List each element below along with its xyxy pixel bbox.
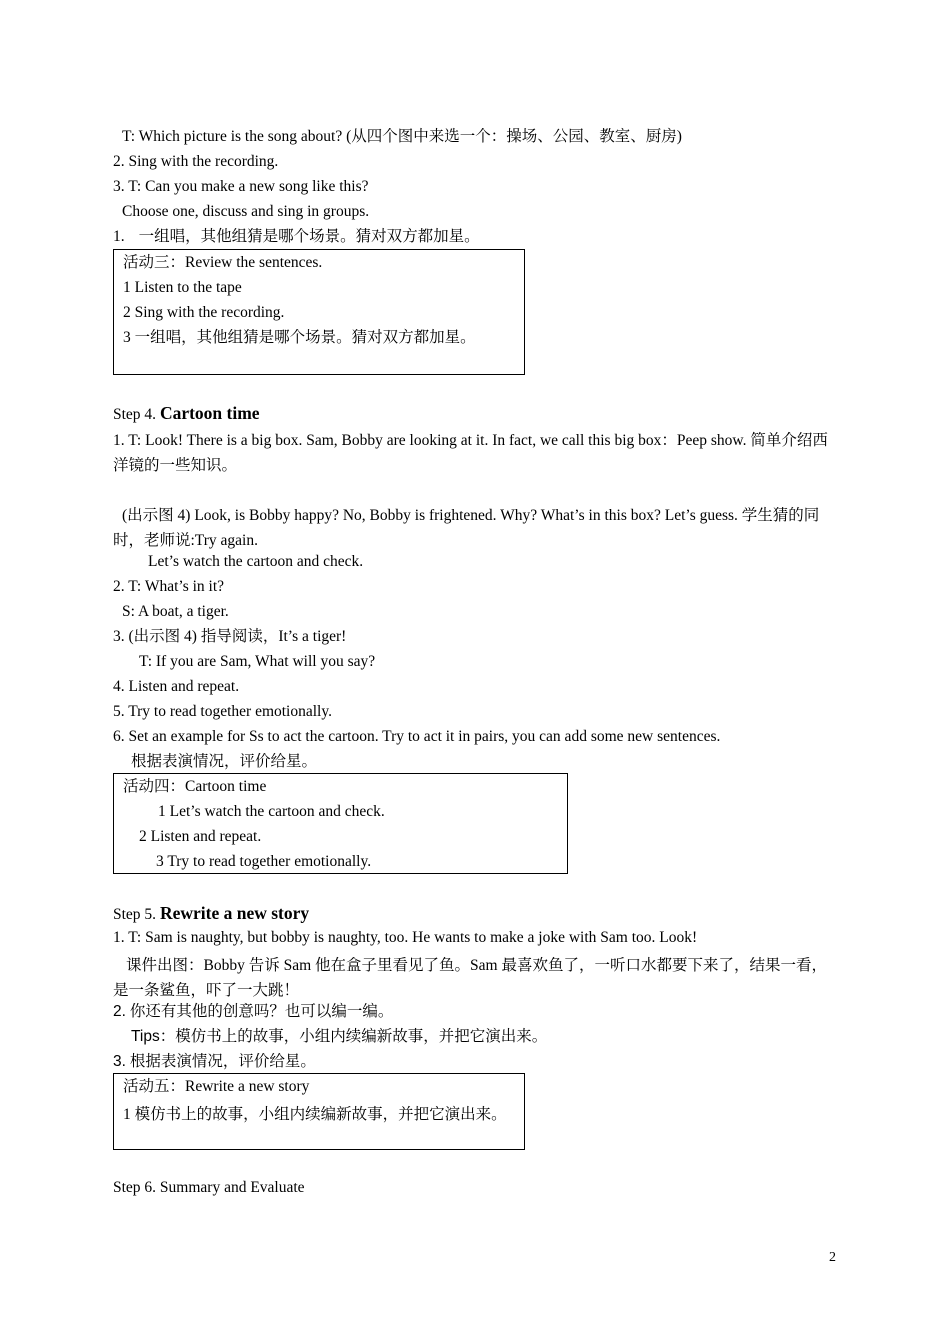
watch-check-line: Let’s watch the cartoon and check. (148, 553, 364, 570)
step-5-heading (113, 903, 309, 925)
activity-4-title: 活动四：Cartoon time (123, 778, 267, 795)
read-emotionally-line: 5. Try to read together emotionally. (113, 703, 332, 720)
step-4-title: Cartoon time (159, 403, 260, 423)
step-5-prefix: Step 5. (113, 906, 157, 923)
activity-5-item: 1 模仿书上的故事，小组内续编新故事，并把它演出来。 (123, 1106, 507, 1123)
act-cartoon-line: 6. Set an example for Ss to act the cartoon. Try to act it in pairs, you can add some new sentences. (113, 728, 721, 745)
song-question: T: Which picture is the song about? (从四个图中来选一个：操场、公园、教室、厨房) (122, 128, 682, 145)
courseware-paragraph: 课件出图：Bobby 告诉 Sam 他在盒子里看见了鱼。Sam 最喜欢鱼了，一听口水都要下来了，结果一看，是一条鲨鱼，吓了一大跳！ (113, 957, 827, 999)
tips-text: ：模仿书上的故事，小组内续编新故事，并把它演出来。 (159, 1028, 548, 1045)
step-4-heading (113, 403, 260, 425)
step-4-prefix: Step 4. (113, 406, 157, 423)
answer-line: S: A boat, a tiger. (122, 603, 229, 620)
guided-reading-line: 3. (出示图 4) 指导阅读，It’s a tiger! (113, 628, 347, 645)
bobby-paragraph: (出示图 4) Look, is Bobby happy? No, Bobby is frightened. Why? What’s in this box? Let’s guess. 学生猜的同时，老师说:Try again. (113, 507, 820, 549)
activity-4-item: 3 Try to read together emotionally. (156, 853, 372, 870)
whats-in-it-line: 2. T: What’s in it? (113, 578, 225, 595)
guess-scene-text: 一组唱，其他组猜是哪个场景。猜对双方都加星。 (138, 228, 480, 245)
tips-label: Tips (131, 1028, 160, 1045)
activity-3-box (113, 249, 525, 375)
activity-4-item: 2 Listen and repeat. (139, 828, 262, 845)
activity-4-item: 1 Let’s watch the cartoon and check. (158, 803, 385, 820)
activity-5-box (113, 1073, 525, 1150)
evaluate-stars-line: 根据表演情况，评价给星。 (131, 753, 318, 770)
list-number: 2. (113, 1003, 126, 1020)
activity-4-box (113, 773, 568, 874)
guess-scene-line (113, 227, 480, 247)
creative-idea-line (113, 1002, 393, 1022)
listen-repeat-line: 4. Listen and repeat. (113, 678, 240, 695)
page-number: 2 (829, 1250, 836, 1265)
sam-question-line: T: If you are Sam, What will you say? (139, 653, 376, 670)
step-6-heading: Step 6. Summary and Evaluate (113, 1179, 305, 1196)
activity-3-item: 3 一组唱，其他组猜是哪个场景。猜对双方都加星。 (123, 329, 476, 346)
activity-3-item: 2 Sing with the recording. (123, 304, 285, 321)
activity-3-item: 1 Listen to the tape (123, 279, 242, 296)
evaluate-text: 根据表演情况，评价给星。 (129, 1053, 316, 1070)
sing-recording-line: 2. Sing with the recording. (113, 153, 279, 170)
peep-show-paragraph: 1. T: Look! There is a big box. Sam, Bobby are looking at it. In fact, we call this big box：Peep show. 简单介绍西洋镜的一些知识。 (113, 432, 828, 474)
tips-line (131, 1027, 547, 1047)
list-number: 3. (113, 1053, 126, 1070)
activity-5-title: 活动五：Rewrite a new story (123, 1078, 310, 1095)
list-number: 1. (113, 228, 125, 245)
naughty-line: 1. T: Sam is naughty, but bobby is naughty, too. He wants to make a joke with Sam too. Look! (113, 929, 698, 946)
creative-idea-text: 你还有其他的创意吗？也可以编一编。 (129, 1003, 394, 1020)
evaluate-line (113, 1052, 316, 1072)
step-5-title: Rewrite a new story (159, 903, 310, 923)
group-instruction: Choose one, discuss and sing in groups. (122, 203, 370, 220)
activity-3-title: 活动三：Review the sentences. (123, 254, 323, 271)
new-song-question: 3. T: Can you make a new song like this? (113, 178, 369, 195)
